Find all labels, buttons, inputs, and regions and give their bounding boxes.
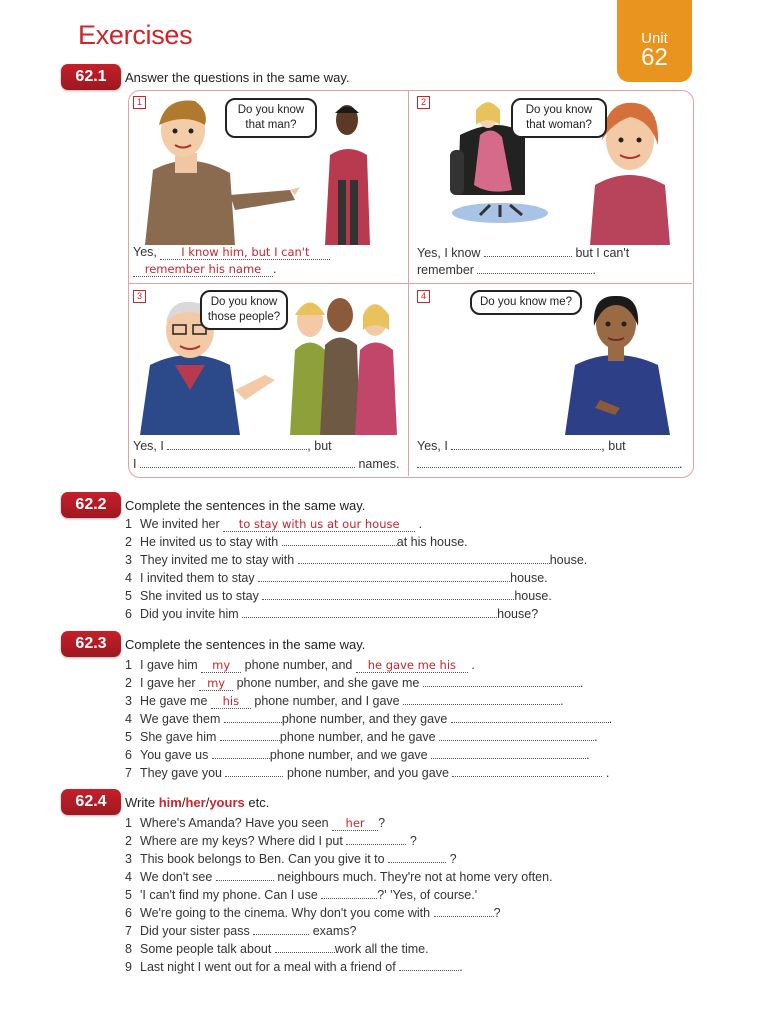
- exercise-badge-62-2: 62.2: [61, 492, 121, 518]
- answer-text: my: [201, 659, 241, 673]
- speech-bubble: Do you know those people?: [200, 290, 288, 330]
- list-item: 2 Where are my keys? Where did I put ?: [125, 834, 417, 848]
- panel-answer-line-1: Yes, I , but: [417, 439, 626, 453]
- blank-line[interactable]: [484, 245, 572, 257]
- list-item: 6 We're going to the cinema. Why don't you come with ?: [125, 906, 501, 920]
- list-item: 4 We don't see neighbours much. They're not at home very often.: [125, 870, 553, 884]
- blank-line[interactable]: [253, 923, 309, 935]
- blank-line[interactable]: [399, 959, 459, 971]
- blank-line[interactable]: [225, 765, 283, 777]
- exercise-instruction: Complete the sentences in the same way.: [125, 498, 366, 513]
- answer-text: his: [211, 695, 251, 709]
- list-item: 2 I gave her my phone number, and she gave me .: [125, 676, 584, 690]
- panel-answer-line-2: remember his name .: [133, 262, 276, 277]
- answer-text: my: [199, 677, 233, 691]
- exercise-instruction: Answer the questions in the same way.: [125, 70, 350, 85]
- blank-line[interactable]: [282, 534, 397, 546]
- list-item: 6 Did you invite him house?: [125, 607, 539, 621]
- panel-number: 2: [417, 96, 430, 109]
- blank-line[interactable]: [216, 869, 274, 881]
- blank-line[interactable]: [167, 438, 307, 450]
- blank-line[interactable]: [434, 905, 494, 917]
- panel-number: 1: [133, 96, 146, 109]
- unit-number: 62: [641, 44, 668, 71]
- unit-tab: [617, 0, 692, 82]
- list-item: 6 You gave us phone number, and we gave .: [125, 748, 590, 762]
- blank-line[interactable]: [403, 693, 560, 705]
- list-item: 8 Some people talk about work all the time.: [125, 942, 429, 956]
- exercise-badge-62-4: 62.4: [61, 789, 121, 815]
- panel-answer-line-1: Yes, I , but: [133, 439, 332, 453]
- blank-line[interactable]: [451, 438, 601, 450]
- list-item: 5 She gave him phone number, and he gave .: [125, 730, 598, 744]
- blank-line[interactable]: [262, 588, 514, 600]
- panel-number: 4: [417, 290, 430, 303]
- blank-line[interactable]: [417, 456, 679, 468]
- list-item: 7 They gave you phone number, and you gave .: [125, 766, 610, 780]
- answer-text: I know him, but I can't: [160, 246, 330, 260]
- exercise-badge-62-3: 62.3: [61, 631, 121, 657]
- blank-line[interactable]: [431, 747, 586, 759]
- blank-line[interactable]: [220, 729, 280, 741]
- page-title: Exercises: [78, 20, 193, 50]
- list-item: 4 We gave them phone number, and they gave .: [125, 712, 613, 726]
- unit-label: Unit: [641, 30, 668, 47]
- speech-bubble: Do you know that woman?: [511, 98, 607, 138]
- list-item: 3 This book belongs to Ben. Can you give it to ?: [125, 852, 457, 866]
- blank-line[interactable]: [224, 711, 282, 723]
- blank-line[interactable]: [439, 729, 594, 741]
- blank-line[interactable]: [477, 262, 592, 274]
- list-item: 2 He invited us to stay with at his house.: [125, 535, 468, 549]
- blank-line[interactable]: [258, 570, 510, 582]
- blank-line[interactable]: [242, 606, 497, 618]
- exercise-instruction: Complete the sentences in the same way.: [125, 637, 366, 652]
- list-item: 5 She invited us to stay house.: [125, 589, 552, 603]
- blank-line[interactable]: [388, 851, 446, 863]
- answer-text: he gave me his: [356, 659, 468, 673]
- list-item: 1 We invited her to stay with us at our house .: [125, 517, 423, 531]
- answer-text: to stay with us at our house: [223, 518, 415, 532]
- blank-line[interactable]: [212, 747, 270, 759]
- exercise-list-62-2: [125, 515, 587, 623]
- list-item: 7 Did your sister pass exams?: [125, 924, 357, 938]
- blank-line[interactable]: [321, 887, 377, 899]
- panel-answer-line-2: remember .: [417, 263, 596, 277]
- panel-divider: [129, 283, 692, 284]
- blank-line[interactable]: [140, 456, 355, 468]
- answer-text: remember his name: [133, 263, 273, 277]
- speech-bubble: Do you know me?: [470, 290, 582, 315]
- list-item: 9 Last night I went out for a meal with a friend of .: [125, 960, 463, 974]
- blank-line[interactable]: [451, 711, 609, 723]
- list-item: 3 He gave me his phone number, and I gave .: [125, 694, 564, 708]
- blank-line[interactable]: [346, 833, 406, 845]
- blank-line[interactable]: [423, 675, 580, 687]
- exercise-list-62-4: [125, 814, 553, 976]
- panel-number: 3: [133, 290, 146, 303]
- list-item: 4 I invited them to stay house.: [125, 571, 548, 585]
- list-item: 5 'I can't find my phone. Can I use ?' 'Yes, of course.': [125, 888, 478, 902]
- list-item: 1 I gave him my phone number, and he gave me his .: [125, 658, 475, 672]
- blank-line[interactable]: [275, 941, 335, 953]
- exercise-instruction: Write him/her/yours etc.: [125, 795, 270, 810]
- speech-bubble: Do you know that man?: [225, 98, 317, 138]
- panel-answer-line-2: I names.: [133, 457, 400, 471]
- exercise-list-62-3: [125, 656, 612, 782]
- panel-answer-line-1: Yes, I know but I can't: [417, 246, 630, 260]
- list-item: 3 They invited me to stay with house.: [125, 553, 588, 567]
- blank-line[interactable]: [452, 765, 602, 777]
- answer-text: her: [332, 817, 378, 831]
- panel-answer-line-1: Yes, I know him, but I can't: [133, 245, 330, 260]
- exercise-badge-62-1: 62.1: [61, 64, 121, 90]
- list-item: 1 Where's Amanda? Have you seen her ?: [125, 816, 386, 830]
- panel-answer-line-2: .: [417, 456, 682, 471]
- blank-line[interactable]: [298, 552, 550, 564]
